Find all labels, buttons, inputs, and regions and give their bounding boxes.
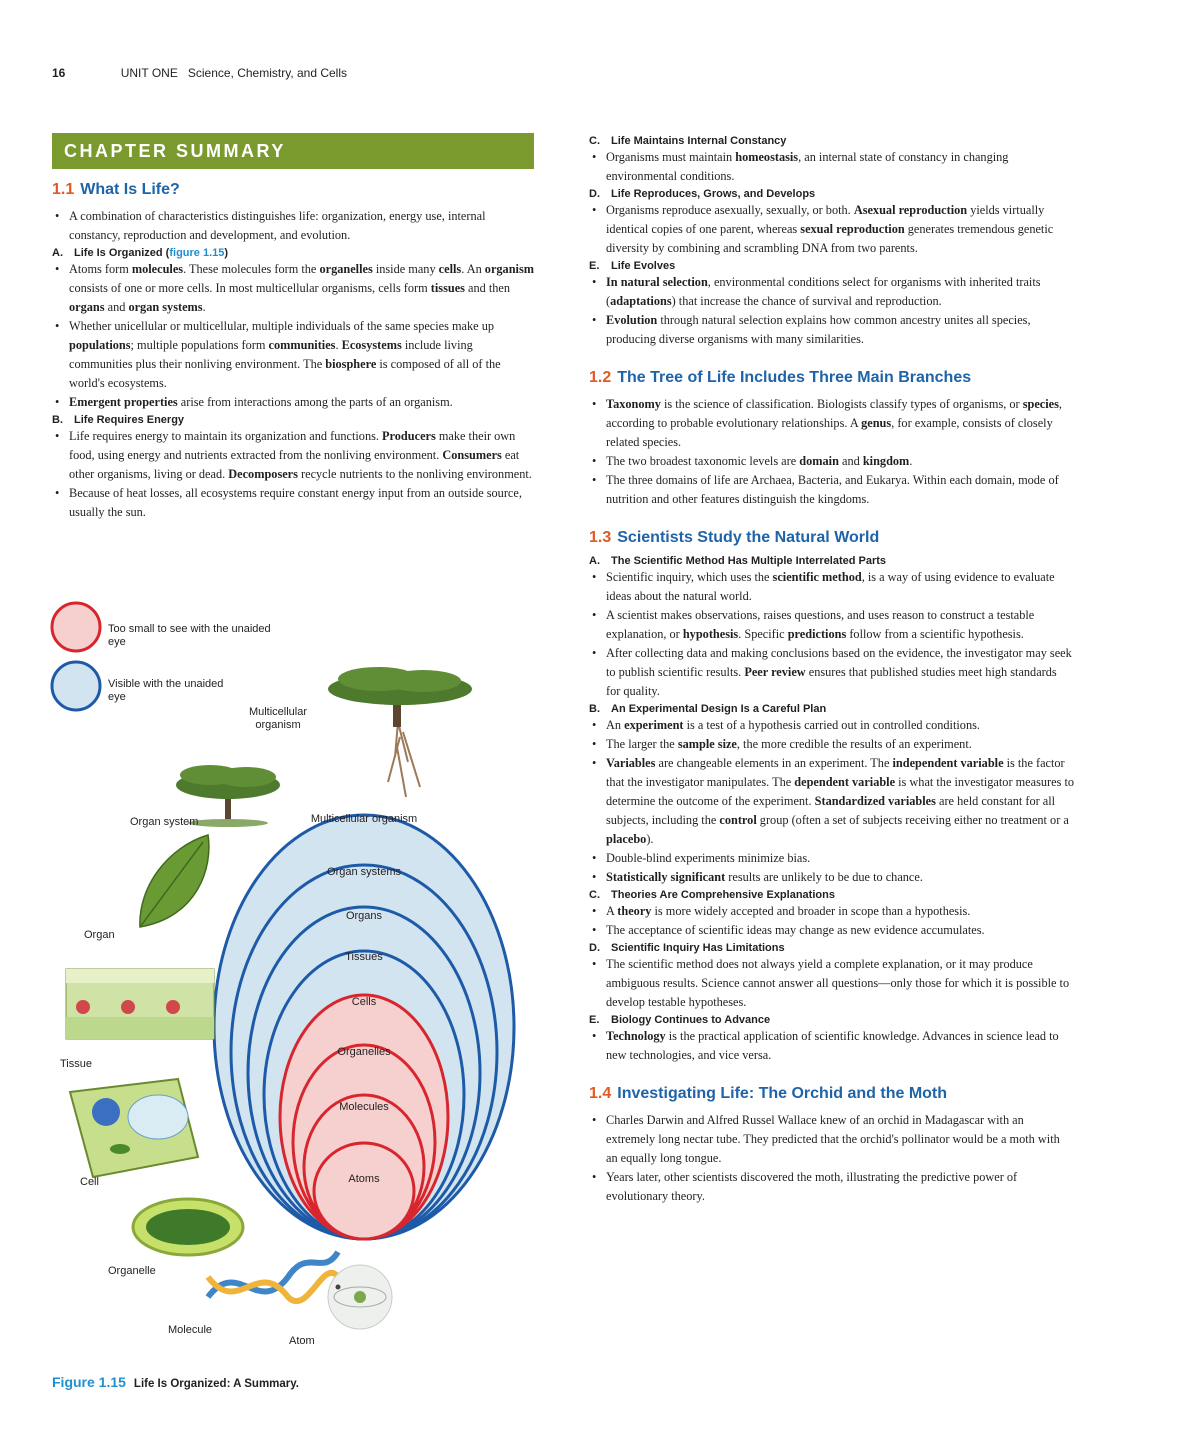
s1e-list	[589, 273, 1074, 349]
list-item: • The two broadest taxonomic levels are domain and kingdom.	[589, 452, 1074, 471]
list-item: • Variables are changeable elements in an experiment. The independent variable is the factor that the investigator manipulates. The dependent variable is what the investigator measures to determine the outcome of the experiment. Standardized variables are held constant for all subjects, including the control group (often a set of subjects receiving either no treatment or a placebo).	[589, 754, 1074, 849]
subsection-letter: D.	[589, 942, 600, 954]
unit-label: UNIT ONE	[120, 66, 178, 80]
label-tissue: Tissue	[60, 1058, 92, 1070]
list-item: • Double-blind experiments minimize bias.	[589, 849, 1074, 868]
oval-label-molecules: Molecules	[339, 1101, 389, 1113]
dna-molecule-illustration	[208, 1252, 338, 1301]
oval-label-atoms: Atoms	[348, 1173, 380, 1185]
atom-illustration	[328, 1265, 392, 1329]
subsection-heading	[52, 247, 534, 259]
legend-blue-label: Visible with the unaided eye	[108, 678, 224, 703]
oval-label-multicellular: Multicellular organism	[310, 813, 418, 825]
figure-number: Figure 1.15	[52, 1374, 126, 1390]
unit-title: Science, Chemistry, and Cells	[187, 66, 348, 80]
section-title: Scientists Study the Natural World	[617, 529, 880, 546]
subsection-heading	[589, 555, 1074, 567]
list-item: • A combination of characteristics distinguishes life: organization, energy use, internal constancy, reproduction and development, and evolution.	[52, 207, 534, 245]
oval-label-organelles: Organelles	[337, 1046, 391, 1058]
subsection-letter: E.	[589, 260, 600, 272]
chapter-summary-banner: CHAPTER SUMMARY	[52, 133, 534, 169]
s3b-list	[589, 716, 1074, 887]
subsection-title: Scientific Inquiry Has Limitations	[611, 942, 785, 954]
list-item: • Whether unicellular or multicellular, multiple individuals of the same species make up populations; multiple populations form communities. Ecosystems include living communities plus their nonliving environment. The biosphere is composed of all of the world's ecosystems.	[52, 317, 534, 393]
list-item: • A theory is more widely accepted and broader in scope than a hypothesis.	[589, 902, 1074, 921]
list-item: • An experiment is a test of a hypothesis carried out in controlled conditions.	[589, 716, 1074, 735]
subsection-letter: C.	[589, 135, 600, 147]
s1a-list	[52, 260, 534, 412]
section-1-1-heading	[52, 181, 534, 199]
list-item: • Organisms reproduce asexually, sexually, or both. Asexual reproduction yields virtually identical copies of one parent, whereas sexual reproduction generates tremendous genetic diversity by combining and scrambling DNA from two parents.	[589, 201, 1074, 258]
running-header	[52, 66, 347, 80]
subsection-letter: B.	[52, 414, 63, 426]
s3c-list	[589, 902, 1074, 940]
label-multicellular-organism: Multicellular organism	[248, 706, 308, 731]
section-title: The Tree of Life Includes Three Main Branches	[617, 369, 972, 386]
tissue-illustration	[66, 969, 214, 1039]
section-1-4-heading	[589, 1085, 1074, 1103]
list-item: • Years later, other scientists discovered the moth, illustrating the predictive power of evolutionary theory.	[589, 1168, 1074, 1206]
list-item: • Emergent properties arise from interactions among the parts of an organism.	[52, 393, 534, 412]
legend-red-label: Too small to see with the unaided eye	[108, 623, 271, 648]
s1d-list	[589, 201, 1074, 258]
subsection-heading	[589, 260, 1074, 272]
section-1-3-heading	[589, 529, 1074, 547]
subsection-title-end: )	[224, 247, 229, 259]
section-number: 1.2	[589, 369, 612, 386]
subsection-heading	[589, 188, 1074, 200]
section-number: 1.1	[52, 181, 75, 198]
s1c-list	[589, 148, 1074, 186]
s3a-list	[589, 568, 1074, 701]
subsection-heading	[52, 414, 534, 426]
section-title: What Is Life?	[80, 181, 180, 198]
list-item: • Atoms form molecules. These molecules form the organelles inside many cells. An organism consists of one or more cells. In most multicellular organisms, cells form tissues and then organs and organ systems.	[52, 260, 534, 317]
list-item: • The acceptance of scientific ideas may change as new evidence accumulates.	[589, 921, 1074, 940]
label-cell: Cell	[80, 1176, 99, 1188]
subsection-letter: A.	[589, 555, 600, 567]
figure-caption	[52, 1374, 299, 1390]
page-number: 16	[52, 66, 66, 80]
figure-link[interactable]: figure 1.15	[169, 247, 225, 259]
list-item: • The scientific method does not always yield a complete explanation, or it may produce ambiguous results. Science cannot answer all questions—only those for which it is possible to develop testable hypotheses.	[589, 955, 1074, 1012]
oval-label-organ-systems: Organ systems	[327, 866, 401, 878]
subsection-heading	[589, 135, 1074, 147]
s4-list	[589, 1111, 1074, 1206]
list-item: • Charles Darwin and Alfred Russel Wallace knew of an orchid in Madagascar with an extremely long nectar tube. They predicted that the orchid's pollinator would be a moth with an equally long tongue.	[589, 1111, 1074, 1168]
list-item: • The three domains of life are Archaea, Bacteria, and Eukarya. Within each domain, mode of nutrition and other features distinguish the kingdoms.	[589, 471, 1074, 509]
subsection-title: Life Evolves	[611, 260, 676, 272]
s1b-list	[52, 427, 534, 522]
section-number: 1.4	[589, 1085, 612, 1102]
list-item: • Organisms must maintain homeostasis, an internal state of constancy in changing environmental conditions.	[589, 148, 1074, 186]
list-item: • Technology is the practical application of scientific knowledge. Advances in science lead to new technologies, and vice versa.	[589, 1027, 1074, 1065]
list-item: • Life requires energy to maintain its organization and functions. Producers make their own food, using energy and nutrients extracted from the nonliving environment. Consumers eat other organisms, living or dead. Decomposers recycle nutrients to the nonliving environment.	[52, 427, 534, 484]
subsection-heading	[589, 1014, 1074, 1026]
tree-with-roots-illustration	[328, 667, 472, 797]
list-item: • Evolution through natural selection explains how common ancestry unites all species, producing diverse organisms with many similarities.	[589, 311, 1074, 349]
list-item: • Scientific inquiry, which uses the scientific method, is a way of using evidence to evaluate ideas about the natural world.	[589, 568, 1074, 606]
s3e-list	[589, 1027, 1074, 1065]
section-title: Investigating Life: The Orchid and the Moth	[617, 1085, 948, 1102]
subsection-heading	[589, 703, 1074, 715]
oval-label-cells: Cells	[351, 996, 377, 1008]
list-item: • Taxonomy is the science of classification. Biologists classify types of organisms, or species, according to probable evolutionary relationships. A genus, for example, consists of closely related species.	[589, 395, 1074, 452]
label-organ-system: Organ system	[130, 816, 199, 828]
subsection-letter: D.	[589, 188, 600, 200]
plant-cell-illustration	[70, 1079, 198, 1177]
subsection-title: Life Maintains Internal Constancy	[611, 135, 787, 147]
subsection-letter: C.	[589, 889, 600, 901]
left-column	[52, 133, 534, 522]
s1-intro-list	[52, 207, 534, 245]
subsection-letter: A.	[52, 247, 63, 259]
subsection-title: Life Is Organized (	[74, 247, 170, 259]
leaf-illustration	[140, 835, 209, 927]
list-item: • Because of heat losses, all ecosystems require constant energy input from an outside source, usually the sun.	[52, 484, 534, 522]
oval-label-organs: Organs	[345, 910, 383, 922]
section-1-2-heading	[589, 369, 1074, 387]
label-atom: Atom	[289, 1335, 315, 1347]
subsection-heading	[589, 942, 1074, 954]
section-number: 1.3	[589, 529, 612, 546]
subsection-letter: B.	[589, 703, 600, 715]
subsection-heading	[589, 889, 1074, 901]
subsection-title: The Scientific Method Has Multiple Interrelated Parts	[611, 555, 887, 567]
subsection-title: Life Reproduces, Grows, and Develops	[611, 188, 816, 200]
list-item: • In natural selection, environmental conditions select for organisms with inherited traits (adaptations) that increase the chance of survival and reproduction.	[589, 273, 1074, 311]
oval-atoms	[314, 1143, 414, 1239]
subsection-title: Theories Are Comprehensive Explanations	[611, 889, 835, 901]
legend-blue-circle	[52, 662, 100, 710]
subsection-letter: E.	[589, 1014, 600, 1026]
subsection-title: An Experimental Design Is a Careful Plan	[611, 703, 827, 715]
s3d-list	[589, 955, 1074, 1012]
list-item: • The larger the sample size, the more credible the results of an experiment.	[589, 735, 1074, 754]
subsection-title: Biology Continues to Advance	[611, 1014, 771, 1026]
legend-red-circle	[52, 603, 100, 651]
list-item: • After collecting data and making conclusions based on the evidence, the investigator may seek to publish scientific results. Peer review ensures that published studies meet high standards for quality.	[589, 644, 1074, 701]
oval-label-tissues: Tissues	[345, 951, 383, 963]
figure-1-15	[48, 597, 588, 1387]
label-organ: Organ	[84, 929, 115, 941]
subsection-title: Life Requires Energy	[74, 414, 185, 426]
s2-list	[589, 395, 1074, 509]
chloroplast-illustration	[133, 1199, 243, 1255]
right-column	[589, 133, 1074, 1206]
figure-caption-text: Life Is Organized: A Summary.	[133, 1378, 300, 1390]
list-item: • Statistically significant results are unlikely to be due to chance.	[589, 868, 1074, 887]
label-molecule: Molecule	[168, 1324, 213, 1336]
list-item: • A scientist makes observations, raises questions, and uses reason to construct a testable explanation, or hypothesis. Specific predictions follow from a scientific hypothesis.	[589, 606, 1074, 644]
label-organelle: Organelle	[108, 1265, 156, 1277]
